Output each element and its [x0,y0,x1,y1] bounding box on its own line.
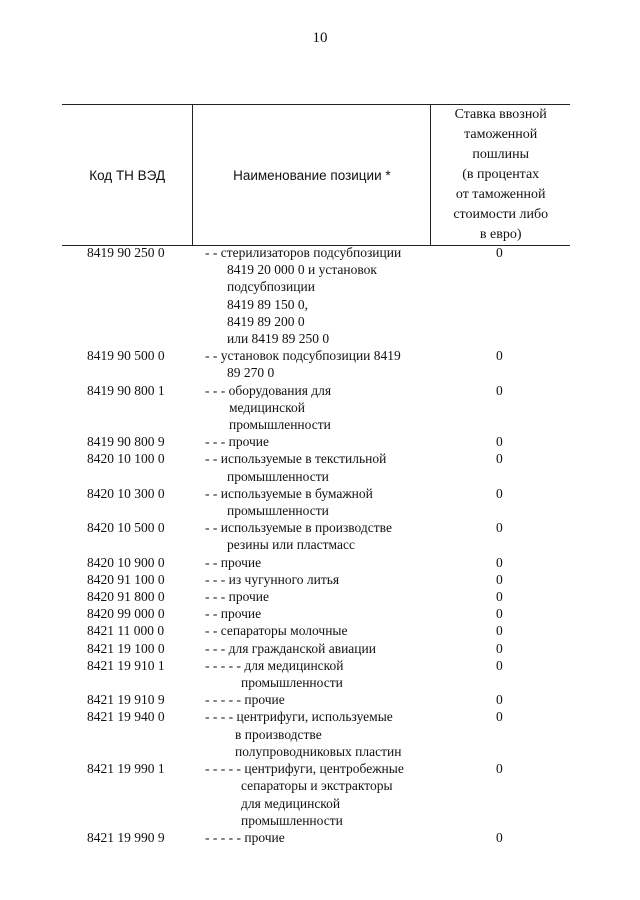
position-name-line: в производстве [235,726,322,742]
position-name [205,450,445,484]
position-name-line: для медицинской [241,795,341,811]
position-name-line: - - - прочие [205,434,269,450]
page-number: 10 [312,30,328,46]
position-name-line: - - прочие [205,554,262,570]
position-name [205,622,445,639]
table-row [0,519,640,553]
duty-rate: 0 [496,761,503,777]
position-name-line: - - - из чугунного литья [205,571,340,587]
position-name [205,588,445,605]
position-name-line: - - - - - для медицинской [205,657,344,673]
hs-code: 8419 90 800 1 [87,382,165,398]
header-code: Код ТН ВЭД [62,105,193,246]
table-row [0,588,640,605]
position-name [205,657,445,691]
position-name [205,554,445,571]
hs-code: 8419 90 800 9 [87,434,165,450]
duty-rate: 0 [496,434,503,450]
position-name-line: - - прочие [205,606,262,622]
position-name-line: подсубпозиции [227,279,315,295]
position-name-line: медицинской [229,399,305,415]
duty-rate: 0 [496,348,503,364]
hs-code: 8420 91 100 0 [87,571,165,587]
hs-code: 8420 91 800 0 [87,589,165,605]
hs-code: 8421 19 940 0 [87,709,165,725]
header-rate-line: от таможенной [455,187,546,202]
position-name-line: 8419 89 150 0, [227,296,308,312]
table-body [0,244,640,846]
hs-code: 8420 99 000 0 [87,606,165,622]
position-name-line: - - используемые в производстве [205,520,392,536]
table-row [0,347,640,381]
position-name [205,485,445,519]
duty-rate: 0 [496,485,503,501]
table-row [0,244,640,347]
position-name [205,829,445,846]
duty-rate: 0 [496,589,503,605]
position-name [205,433,445,450]
position-name-line: - - установок подсубпозиции 8419 [205,348,401,364]
position-name-line: сепараторы и экстракторы [241,778,393,794]
header-rate [431,105,570,246]
position-name [205,571,445,588]
hs-code: 8421 19 100 0 [87,640,165,656]
position-name-line: - - используемые в текстильной [205,451,387,467]
duty-rate: 0 [496,554,503,570]
duty-rate: 0 [496,623,503,639]
position-name [205,519,445,553]
duty-rate: 0 [496,451,503,467]
header-rate-line: стоимости либо [453,207,549,222]
table-row [0,640,640,657]
duty-rate: 0 [496,657,503,673]
position-name [205,708,445,760]
hs-code: 8420 10 300 0 [87,485,165,501]
hs-code: 8421 19 990 1 [87,761,165,777]
hs-code: 8421 11 000 0 [87,623,165,639]
header-name: Наименование позиции * [193,105,431,246]
position-name-line: промышленности [241,675,343,691]
header-rate-line: в евро) [479,227,522,242]
duty-rate: 0 [496,245,503,260]
header-rate-line: пошлины [472,147,530,162]
table-row [0,829,640,846]
position-name-line: - - - - центрифуги, используемые [205,709,393,725]
duty-rate: 0 [496,692,503,708]
table-row [0,708,640,760]
hs-code: 8421 19 990 9 [87,829,165,845]
position-name [205,691,445,708]
duty-rate: 0 [496,520,503,536]
position-name-line: резины или пластмасс [227,537,355,553]
table-row [0,622,640,639]
position-name [205,640,445,657]
duty-rate: 0 [496,606,503,622]
position-name-line: промышленности [227,503,329,519]
position-name-line: - - - для гражданской авиации [205,640,376,656]
position-name-line: - - сепараторы молочные [205,623,348,639]
header-rate-line: (в процентах [462,167,540,182]
position-name-line: 8419 20 000 0 и установок [227,262,377,278]
hs-code: 8420 10 900 0 [87,554,165,570]
table-row [0,605,640,622]
duty-rate: 0 [496,709,503,725]
duty-rate: 0 [496,382,503,398]
table-row [0,571,640,588]
position-name [205,605,445,622]
position-name-line: - - - - - центрифуги, центробежные [205,761,404,777]
position-name-line: 89 270 0 [227,365,275,381]
position-name [205,760,445,829]
table-row [0,760,640,829]
position-name-line: 8419 89 200 0 [227,313,305,329]
position-name-line: - - - оборудования для [205,382,332,398]
hs-code: 8420 10 100 0 [87,451,165,467]
position-name-line: или 8419 89 250 0 [227,331,330,347]
position-name-line: промышленности [241,812,343,828]
position-name [205,382,445,434]
table-row [0,485,640,519]
position-name-line: - - - - - прочие [205,692,285,708]
hs-code: 8419 90 250 0 [87,245,165,260]
table-row [0,691,640,708]
position-name-line: полупроводниковых пластин [235,743,402,759]
table-header [62,104,570,246]
position-name-line: - - стерилизаторов подсубпозиции [205,245,402,260]
position-name-line: промышленности [227,468,329,484]
position-name-line: - - - прочие [205,589,269,605]
header-rate-line: Ставка ввозной [454,107,547,122]
header-rate-line: таможенной [464,127,538,142]
position-name-line: - - - - - прочие [205,829,285,845]
position-name-line: - - используемые в бумажной [205,485,373,501]
table-row [0,657,640,691]
table-row [0,382,640,434]
table-row [0,554,640,571]
hs-code: 8421 19 910 1 [87,657,165,673]
duty-rate: 0 [496,829,503,845]
position-name-line: промышленности [229,417,331,433]
table-row [0,433,640,450]
position-name [205,347,445,381]
hs-code: 8420 10 500 0 [87,520,165,536]
position-name [205,244,445,347]
table-row [0,450,640,484]
duty-rate: 0 [496,640,503,656]
hs-code: 8419 90 500 0 [87,348,165,364]
duty-rate: 0 [496,571,503,587]
hs-code: 8421 19 910 9 [87,692,165,708]
